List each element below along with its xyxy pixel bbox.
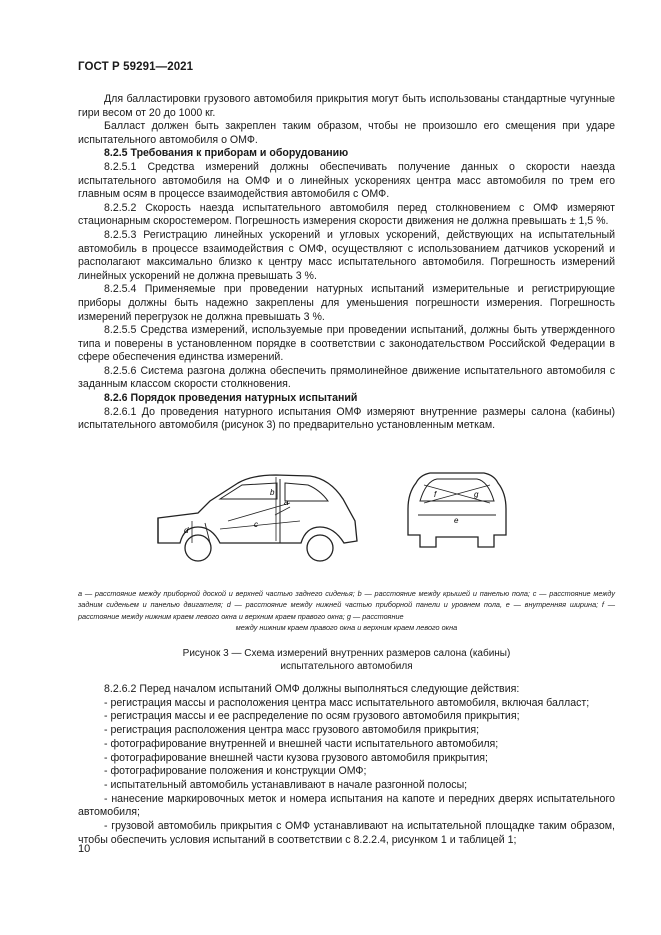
- list-item: - грузовой автомобиль прикрытия с ОМФ устанавливают на испытательной площадке таким образом, чтобы обеспечить условия испытаний в соответствии с 8.2.2.4, рисунком 1 и таблицей 1;: [78, 820, 615, 846]
- label-c: c: [254, 520, 258, 529]
- car-front-view: [408, 473, 506, 547]
- standard-designation: ГОСТ Р 59291—2021: [78, 61, 194, 73]
- label-b: b: [270, 488, 275, 497]
- heading-8-2-6: 8.2.6 Порядок проведения натурных испытаний: [104, 392, 358, 405]
- paragraph-ballast-fixing: Балласт должен быть закреплен таким образом, чтобы не произошло его смещения при ударе испытательного автомобиля о ОМФ.: [78, 120, 615, 146]
- paragraph-8-2-5-6: 8.2.5.6 Система разгона должна обеспечить прямолинейное движение испытательного автомобиля с заданным классом скорости столкновения.: [78, 364, 615, 391]
- paragraph-8-2-6-1: 8.2.6.1 До проведения натурного испытания ОМФ измеряют внутренние размеры салона (кабины) испытательного автомобиля (рисунок 3) по предварительно установленным меткам.: [78, 405, 615, 432]
- cabin-measurement-figure: [150, 463, 510, 571]
- paragraph-8-2-5-1: 8.2.5.1 Средства измерений должны обеспечивать получение данных о скорости наезда испытательного автомобиля на ОМФ и о линейных ускорениях центра масс автомобиля по трем его главным осям в процессе взаимодействия автомобиля с ОМФ.: [78, 160, 615, 201]
- list-item: - фотографирование внутренней и внешней части испытательного автомобиля;: [104, 737, 499, 750]
- list-item: - фотографирование положения и конструкции ОМФ;: [104, 765, 367, 778]
- list-item: - регистрация расположения центра масс грузового автомобиля прикрытия;: [104, 724, 480, 737]
- list-intro: 8.2.6.2 Перед началом испытаний ОМФ должны выполняться следующие действия:: [104, 683, 520, 695]
- car-side-view: [158, 475, 357, 561]
- preparation-steps: [78, 683, 615, 847]
- caption-line-2: испытательного автомобиля: [280, 661, 413, 672]
- heading-8-2-5: 8.2.5 Требования к приборам и оборудованию: [104, 147, 349, 160]
- figure-caption: [78, 647, 615, 673]
- figure-legend: [78, 588, 615, 633]
- label-d: d: [184, 526, 189, 535]
- list-item: - испытательный автомобиль устанавливают в начале разгонной полосы;: [104, 778, 468, 791]
- paragraph-8-2-5-4: 8.2.5.4 Применяемые при проведении натурных испытаний измерительные и регистрирующие приборы должны быть надежно закреплены для уменьшения погрешности измерения. Погрешность измерений перегрузок не должна превышать 3 %.: [78, 283, 615, 323]
- paragraph-8-2-5-5: 8.2.5.5 Средства измерений, используемые при проведении испытаний, должны быть утвержденного типа и поверены в установленном порядке в соответствии с законодательством Российской Федерации в сфере обеспечения единства измерений.: [78, 324, 615, 364]
- list-item: - фотографирование внешней части кузова грузового автомобиля прикрытия;: [104, 751, 488, 764]
- page-number: 10: [78, 843, 91, 855]
- list-item: - нанесение маркировочных меток и номера испытания на капоте и передних дверях испытательного автомобиля;: [78, 792, 615, 819]
- label-e: e: [454, 516, 459, 525]
- paragraph-8-2-5-3: 8.2.5.3 Регистрацию линейных ускорений и угловых ускорений, действующих на испытательный автомобиль в процессе взаимодействия с ОМФ, осуществляют с использованием датчиков ускорений и располагают максимально близко к центру масс испытательного автомобиля. Погрешность измерений линейных ускорений не должна превышать 3 %.: [78, 228, 615, 282]
- list-item: - регистрация массы и ее распределение по осям грузового автомобиля прикрытия;: [104, 710, 520, 723]
- legend-last-line: между нижним краем правого окна и верхним краем левого окна: [235, 622, 458, 632]
- legend-main: a — расстояние между приборной доской и верхней частью заднего сиденья; b — расстояние между крышей и панелью пола; c — расстояние между задним сиденьем и панелью двигателя; d — расстояние между нижней частью приборной панели и уровнем пола, e — внутренняя ширина; f — расстояние между нижним краем левого окна и верхним краем правого окна; g — расстояние: [78, 589, 615, 621]
- caption-line-1: Рисунок 3 — Схема измерений внутренних размеров салона (кабины): [182, 648, 511, 659]
- paragraph-8-2-5-2: 8.2.5.2 Скорость наезда испытательного автомобиля перед столкновением с ОМФ измеряют стационарным скоростемером. Погрешность измерения скорости движения не должна превышать ± 1,5 %.: [78, 201, 615, 228]
- label-g: g: [474, 490, 479, 499]
- label-f: f: [434, 490, 437, 499]
- list-item: - регистрация массы и расположения центра масс испытательного автомобиля, включая балласт;: [104, 696, 590, 709]
- label-a: a: [284, 498, 289, 507]
- paragraph-ballast-weights: Для балластировки грузового автомобиля прикрытия могут быть использованы стандартные чугунные гири весом от 20 до 1000 кг.: [78, 93, 615, 119]
- body-text: [78, 93, 615, 433]
